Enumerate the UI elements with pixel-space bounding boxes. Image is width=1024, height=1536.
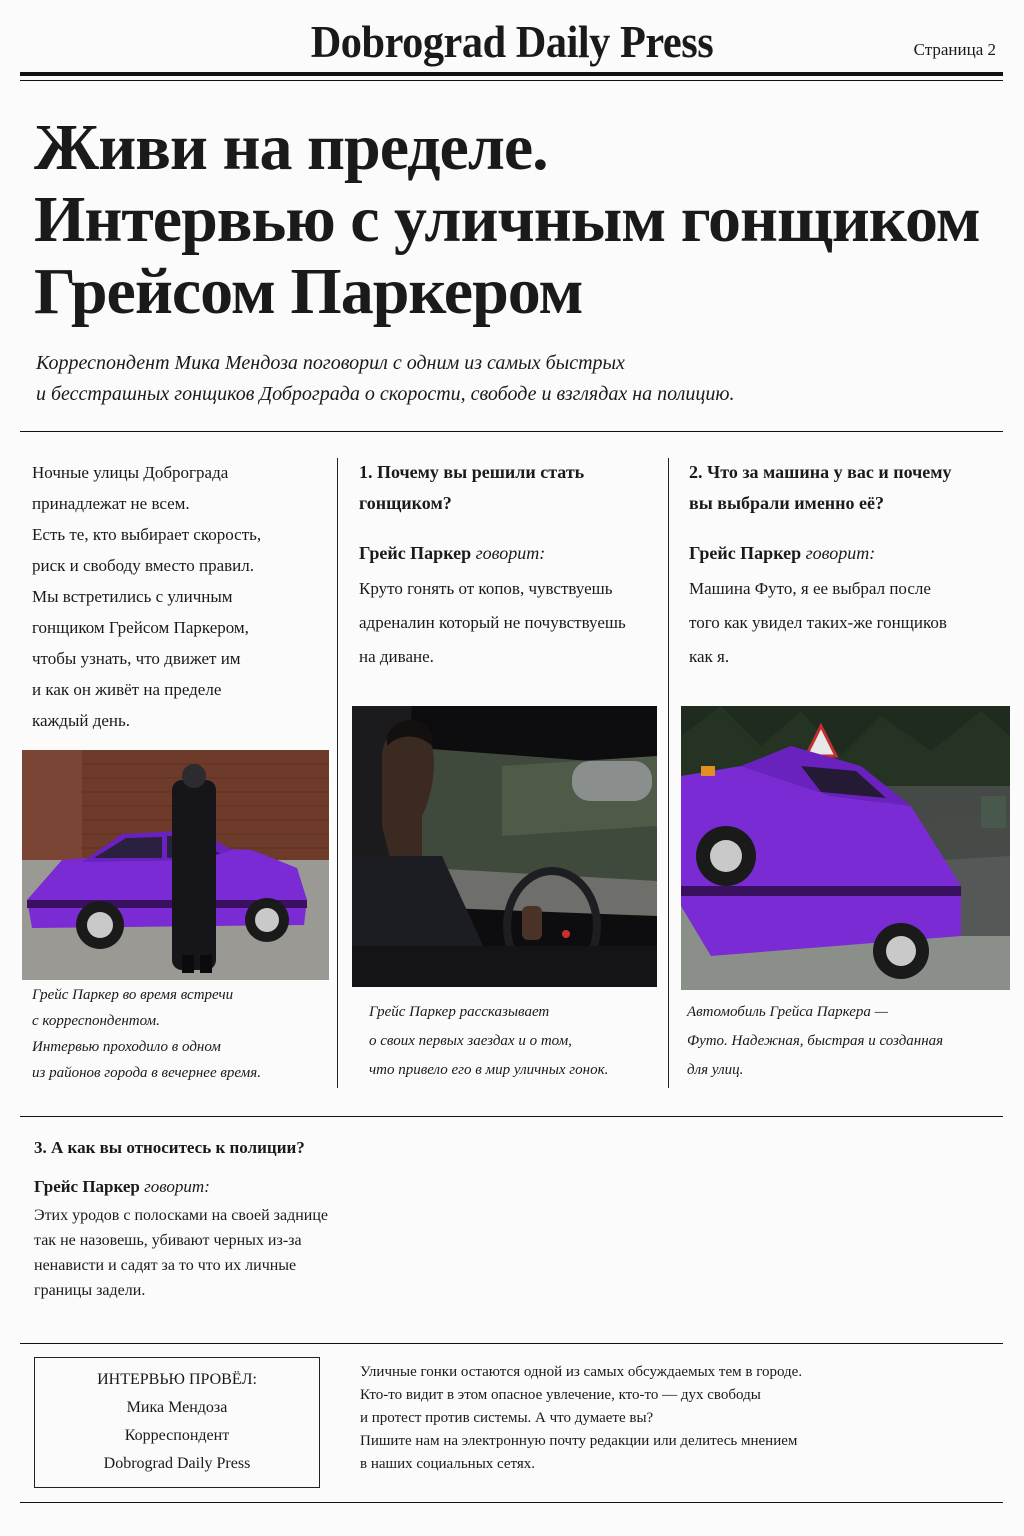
intro-line: чтобы узнать, что движет им <box>32 649 241 668</box>
answer-line: на диване. <box>359 647 434 666</box>
question-1 <box>359 457 659 674</box>
question-3-text: 3. А как вы относитесь к полиции? <box>34 1138 305 1157</box>
speaker-says: говорит: <box>805 543 876 563</box>
answer-line: ненависти и садят за то что их личные <box>34 1257 297 1274</box>
photo-car <box>681 706 1010 990</box>
credit-label: ИНТЕРВЬЮ ПРОВЁЛ: <box>97 1371 257 1388</box>
dek-line-2: и бесстрашных гонщиков Доброграда о скорости, свободе и взглядах на полицию. <box>36 383 735 405</box>
credit-org: Dobrograd Daily Press <box>103 1455 251 1472</box>
speaker-name: Грейс Паркер <box>689 543 802 563</box>
caption-line: из районов города в вечернее время. <box>32 1065 261 1081</box>
section-divider <box>20 431 1003 432</box>
credit-role: Корреспондент <box>124 1427 230 1444</box>
caption-car <box>687 998 1007 1085</box>
answer-line: адреналин который не почувствуешь <box>359 613 626 632</box>
interviewer-credit-box <box>34 1357 320 1488</box>
caption-line: с корреспондентом. <box>32 1013 160 1029</box>
speaker-name: Грейс Паркер <box>34 1177 140 1196</box>
caption-line: Интервью проходило в одном <box>32 1039 221 1055</box>
column-divider <box>337 458 338 1088</box>
headline-line-1: Живи на пределе. <box>34 111 548 184</box>
section-divider <box>20 1343 1003 1344</box>
answer-line: того как увидел таких-же гонщиков <box>689 613 947 632</box>
speaker-says: говорит: <box>475 543 546 563</box>
section-divider <box>20 1116 1003 1117</box>
caption-line: Футо. Надежная, быстрая и созданная <box>687 1033 944 1049</box>
closing-line: и протест против системы. А что думаете вы? <box>360 1410 654 1426</box>
question-2-line-2: вы выбрали именно её? <box>689 493 885 513</box>
question-1-line-2: гонщиком? <box>359 493 452 513</box>
caption-meeting <box>32 982 332 1086</box>
question-2 <box>689 457 999 674</box>
photo-driver <box>352 706 657 987</box>
caption-line: Автомобиль Грейса Паркера — <box>687 1004 888 1020</box>
caption-driver <box>369 998 659 1085</box>
answer-line: как я. <box>689 647 730 666</box>
intro-line: Ночные улицы Доброграда <box>32 463 229 482</box>
speaker-label <box>689 543 999 564</box>
photo-driver-image <box>352 706 657 987</box>
column-divider <box>668 458 669 1088</box>
intro-line: риск и свободу вместо правил. <box>32 556 254 575</box>
photo-car-image <box>681 706 1010 990</box>
caption-line: Грейс Паркер рассказывает <box>369 1004 550 1020</box>
photo-meeting-image <box>22 750 329 980</box>
answer-line: Этих уродов с полосками на своей заднице <box>34 1207 329 1224</box>
headline <box>34 112 994 328</box>
masthead-rule <box>20 72 1003 76</box>
page-number: Страница 2 <box>913 40 996 59</box>
question-2-line-1: 2. Что за машина у вас и почему <box>689 462 952 482</box>
caption-line: о своих первых заездах и о том, <box>369 1033 572 1049</box>
speaker-says: говорит: <box>144 1177 210 1196</box>
speaker-label <box>359 543 659 564</box>
headline-line-3: Грейсом Паркером <box>34 255 583 328</box>
closing-line: в наших социальных сетях. <box>360 1456 536 1472</box>
answer-line: так не назовешь, убивают черных из-за <box>34 1232 302 1249</box>
closing-paragraph <box>360 1361 980 1476</box>
closing-line: Пишите нам на электронную почту редакции или делитесь мнением <box>360 1433 798 1449</box>
intro-line: принадлежат не всем. <box>32 494 190 513</box>
intro-line: Мы встретились с уличным <box>32 587 233 606</box>
footer-rule <box>20 1502 1003 1503</box>
intro-line: Есть те, кто выбирает скорость, <box>32 525 262 544</box>
masthead-rule-thin <box>20 80 1003 81</box>
closing-line: Уличные гонки остаются одной из самых обсуждаемых тем в городе. <box>360 1364 803 1380</box>
question-1-line-1: 1. Почему вы решили стать <box>359 462 585 482</box>
photo-meeting <box>22 750 329 980</box>
dek <box>36 348 976 410</box>
intro-line: каждый день. <box>32 711 131 730</box>
caption-line: Грейс Паркер во время встречи <box>32 987 234 1003</box>
answer-line: границы задели. <box>34 1282 146 1299</box>
answer-line: Машина Футо, я ее выбрал после <box>689 579 931 598</box>
intro-text <box>32 457 322 736</box>
intro-line: и как он живёт на пределе <box>32 680 222 699</box>
speaker-label <box>34 1177 634 1197</box>
credit-name: Мика Мендоза <box>126 1399 228 1416</box>
closing-line: Кто-то видит в этом опасное увлечение, кто-то — дух свободы <box>360 1387 761 1403</box>
caption-line: для улиц. <box>687 1062 744 1078</box>
answer-3 <box>34 1203 634 1303</box>
answer-2 <box>689 572 999 674</box>
speaker-name: Грейс Паркер <box>359 543 472 563</box>
dek-line-1: Корреспондент Мика Мендоза поговорил с одним из самых быстрых <box>36 352 625 374</box>
answer-line: Круто гонять от копов, чувствуешь <box>359 579 613 598</box>
answer-1 <box>359 572 659 674</box>
question-3 <box>34 1132 634 1303</box>
intro-line: гонщиком Грейсом Паркером, <box>32 618 249 637</box>
masthead-title: Dobrograd Daily Press <box>310 16 714 67</box>
caption-line: что привело его в мир уличных гонок. <box>369 1062 609 1078</box>
headline-line-2: Интервью с уличным гонщиком <box>34 183 980 256</box>
